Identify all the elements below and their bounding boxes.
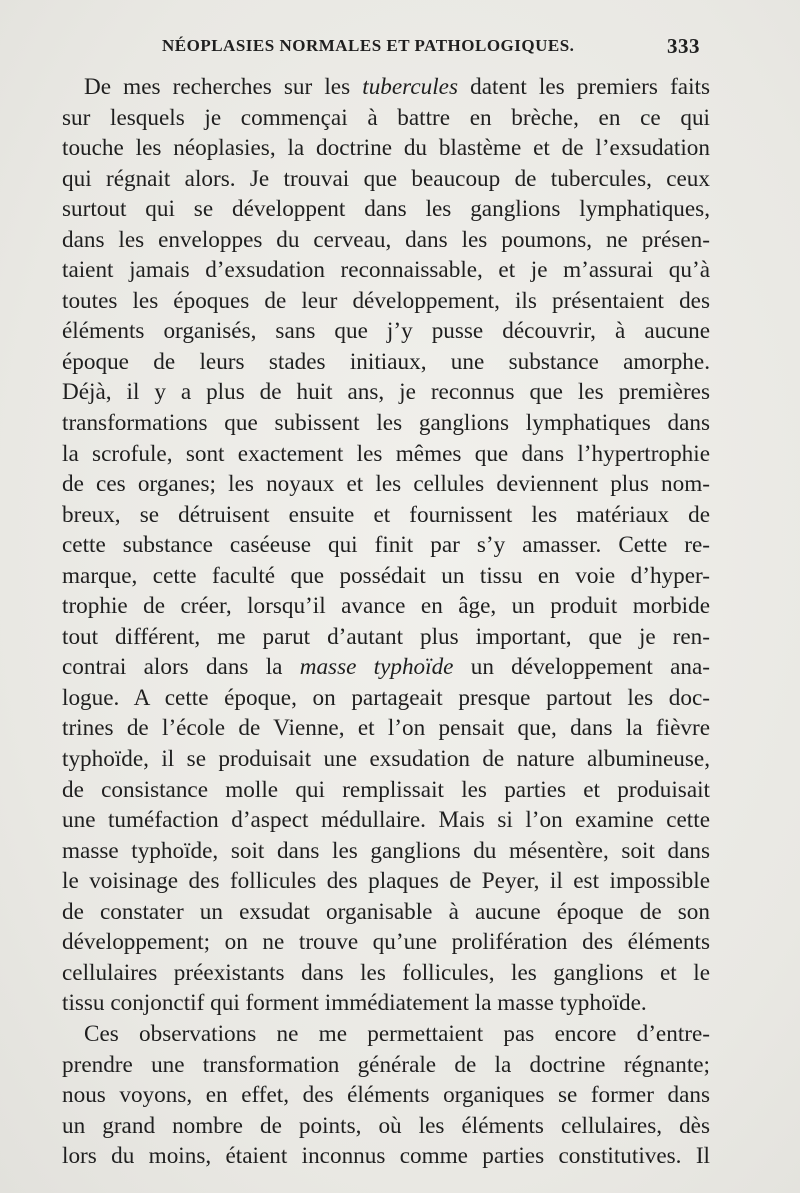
text-line: [62, 836, 710, 867]
text-segment: logue. A cette époque, on partageait presque partout les doc-: [62, 684, 710, 711]
text-line: [62, 561, 710, 592]
text-segment: nous voyons, en effet, des éléments organiques se former dans: [62, 1082, 710, 1109]
text-line: [62, 927, 710, 958]
text-line: [62, 1080, 710, 1111]
text-line: [62, 225, 710, 256]
text-segment: prendre une transformation générale de la doctrine régnante;: [62, 1051, 710, 1078]
text-segment: Déjà, il y a plus de huit ans, je reconnus que les premières: [62, 379, 710, 406]
text-segment: touche les néoplasies, la doctrine du blastème et de l’exsudation: [62, 135, 710, 162]
text-line: [62, 1019, 710, 1050]
text-line: [62, 164, 710, 195]
text-segment: un développement ana-: [453, 654, 710, 681]
text-segment: un grand nombre de points, où les éléments cellulaires, dès: [62, 1112, 710, 1139]
text-segment: qui régnait alors. Je trouvai que beaucoup de tubercules, ceux: [62, 165, 710, 192]
text-line: [62, 133, 710, 164]
italic-term: masse typhoïde: [299, 654, 454, 681]
text-segment: trines de l’école de Vienne, et l’on pensait que, dans la fièvre: [62, 715, 710, 742]
text-line: [62, 591, 710, 622]
text-segment: éléments organisés, sans que j’y pusse découvrir, à aucune: [62, 318, 710, 345]
text-segment: breux, se détruisent ensuite et fournissent les matériaux de: [62, 501, 710, 528]
text-segment: sur lesquels je commençai à battre en brèche, en ce qui: [62, 104, 710, 131]
text-segment: De mes recherches sur les: [84, 74, 363, 100]
text-line: [62, 958, 710, 989]
text-segment: une tuméfaction d’aspect médullaire. Mais si l’on examine cette: [62, 807, 710, 834]
text-segment: le voisinage des follicules des plaques de Peyer, il est impossible: [62, 868, 710, 895]
text-segment: tout différent, me parut d’autant plus important, que je ren-: [62, 623, 710, 650]
running-title: NÉOPLASIES NORMALES ET PATHOLOGIQUES.: [162, 36, 575, 55]
text-line: [62, 316, 710, 347]
page-number: 333: [667, 34, 700, 58]
text-segment: cellulaires préexistants dans les follicules, les ganglions et le: [62, 959, 710, 986]
text-segment: trophie de créer, lorsqu’il avance en âge, un produit morbide: [62, 593, 710, 620]
text-segment: cette substance caséeuse qui finit par s’y amasser. Cette re-: [62, 532, 710, 559]
body-text: [62, 72, 710, 1172]
text-line: [62, 866, 710, 897]
text-line: [62, 622, 710, 653]
text-line: [62, 1050, 710, 1081]
text-segment: de constater un exsudat organisable à aucune époque de son: [62, 898, 710, 925]
text-segment: typhoïde, il se produisait une exsudation de nature albumineuse,: [62, 746, 710, 773]
text-segment: datent les premiers faits: [458, 74, 710, 100]
text-line: [62, 744, 710, 775]
text-line: [62, 713, 710, 744]
text-line: [62, 469, 710, 500]
text-segment: Ces observations ne me permettaient pas encore d’entre-: [84, 1020, 710, 1047]
text-segment: taient jamais d’exsudation reconnaissable, et je m’assurai qu’à: [62, 257, 710, 284]
text-segment: la scrofule, sont exactement les mêmes que dans l’hypertrophie: [62, 440, 710, 467]
text-line: [62, 194, 710, 225]
text-line: [62, 683, 710, 714]
text-segment: époque de leurs stades initiaux, une substance amorphe.: [62, 348, 710, 375]
text-segment: transformations que subissent les ganglions lymphatiques dans: [62, 410, 710, 437]
text-line: [62, 897, 710, 928]
text-line: [62, 408, 710, 439]
text-segment: lors du moins, étaient inconnus comme parties constitutives. Il: [62, 1143, 710, 1170]
text-segment: toutes les époques de leur développement, ils présentaient des: [62, 287, 710, 314]
text-line: [62, 439, 710, 470]
text-line: [62, 775, 710, 806]
text-line: [62, 652, 710, 683]
text-line: [62, 255, 710, 286]
text-line: [62, 347, 710, 378]
text-line: [62, 1141, 710, 1172]
text-line: [62, 1111, 710, 1142]
text-segment: de consistance molle qui remplissait les parties et produisait: [62, 776, 710, 803]
text-line: [62, 988, 710, 1019]
text-segment: masse typhoïde, soit dans les ganglions du mésentère, soit dans: [62, 837, 710, 864]
text-line: [62, 103, 710, 134]
text-line: [62, 286, 710, 317]
text-line: [62, 530, 710, 561]
text-segment: contrai alors dans la: [62, 654, 300, 681]
text-line: [62, 500, 710, 531]
text-segment: développement; on ne trouve qu’une prolifération des éléments: [62, 929, 710, 956]
text-segment: de ces organes; les noyaux et les cellules deviennent plus nom-: [62, 471, 710, 498]
text-line: [62, 805, 710, 836]
text-segment: surtout qui se développent dans les ganglions lymphatiques,: [62, 196, 710, 223]
text-segment: marque, cette faculté que possédait un tissu en voie d’hyper-: [62, 562, 710, 589]
text-line: [62, 72, 710, 103]
italic-term: tubercules: [362, 74, 458, 100]
text-segment: dans les enveloppes du cerveau, dans les poumons, ne présen-: [62, 226, 710, 253]
text-segment: tissu conjonctif qui forment immédiatement la masse typhoïde.: [62, 990, 647, 1017]
text-line: [62, 377, 710, 408]
